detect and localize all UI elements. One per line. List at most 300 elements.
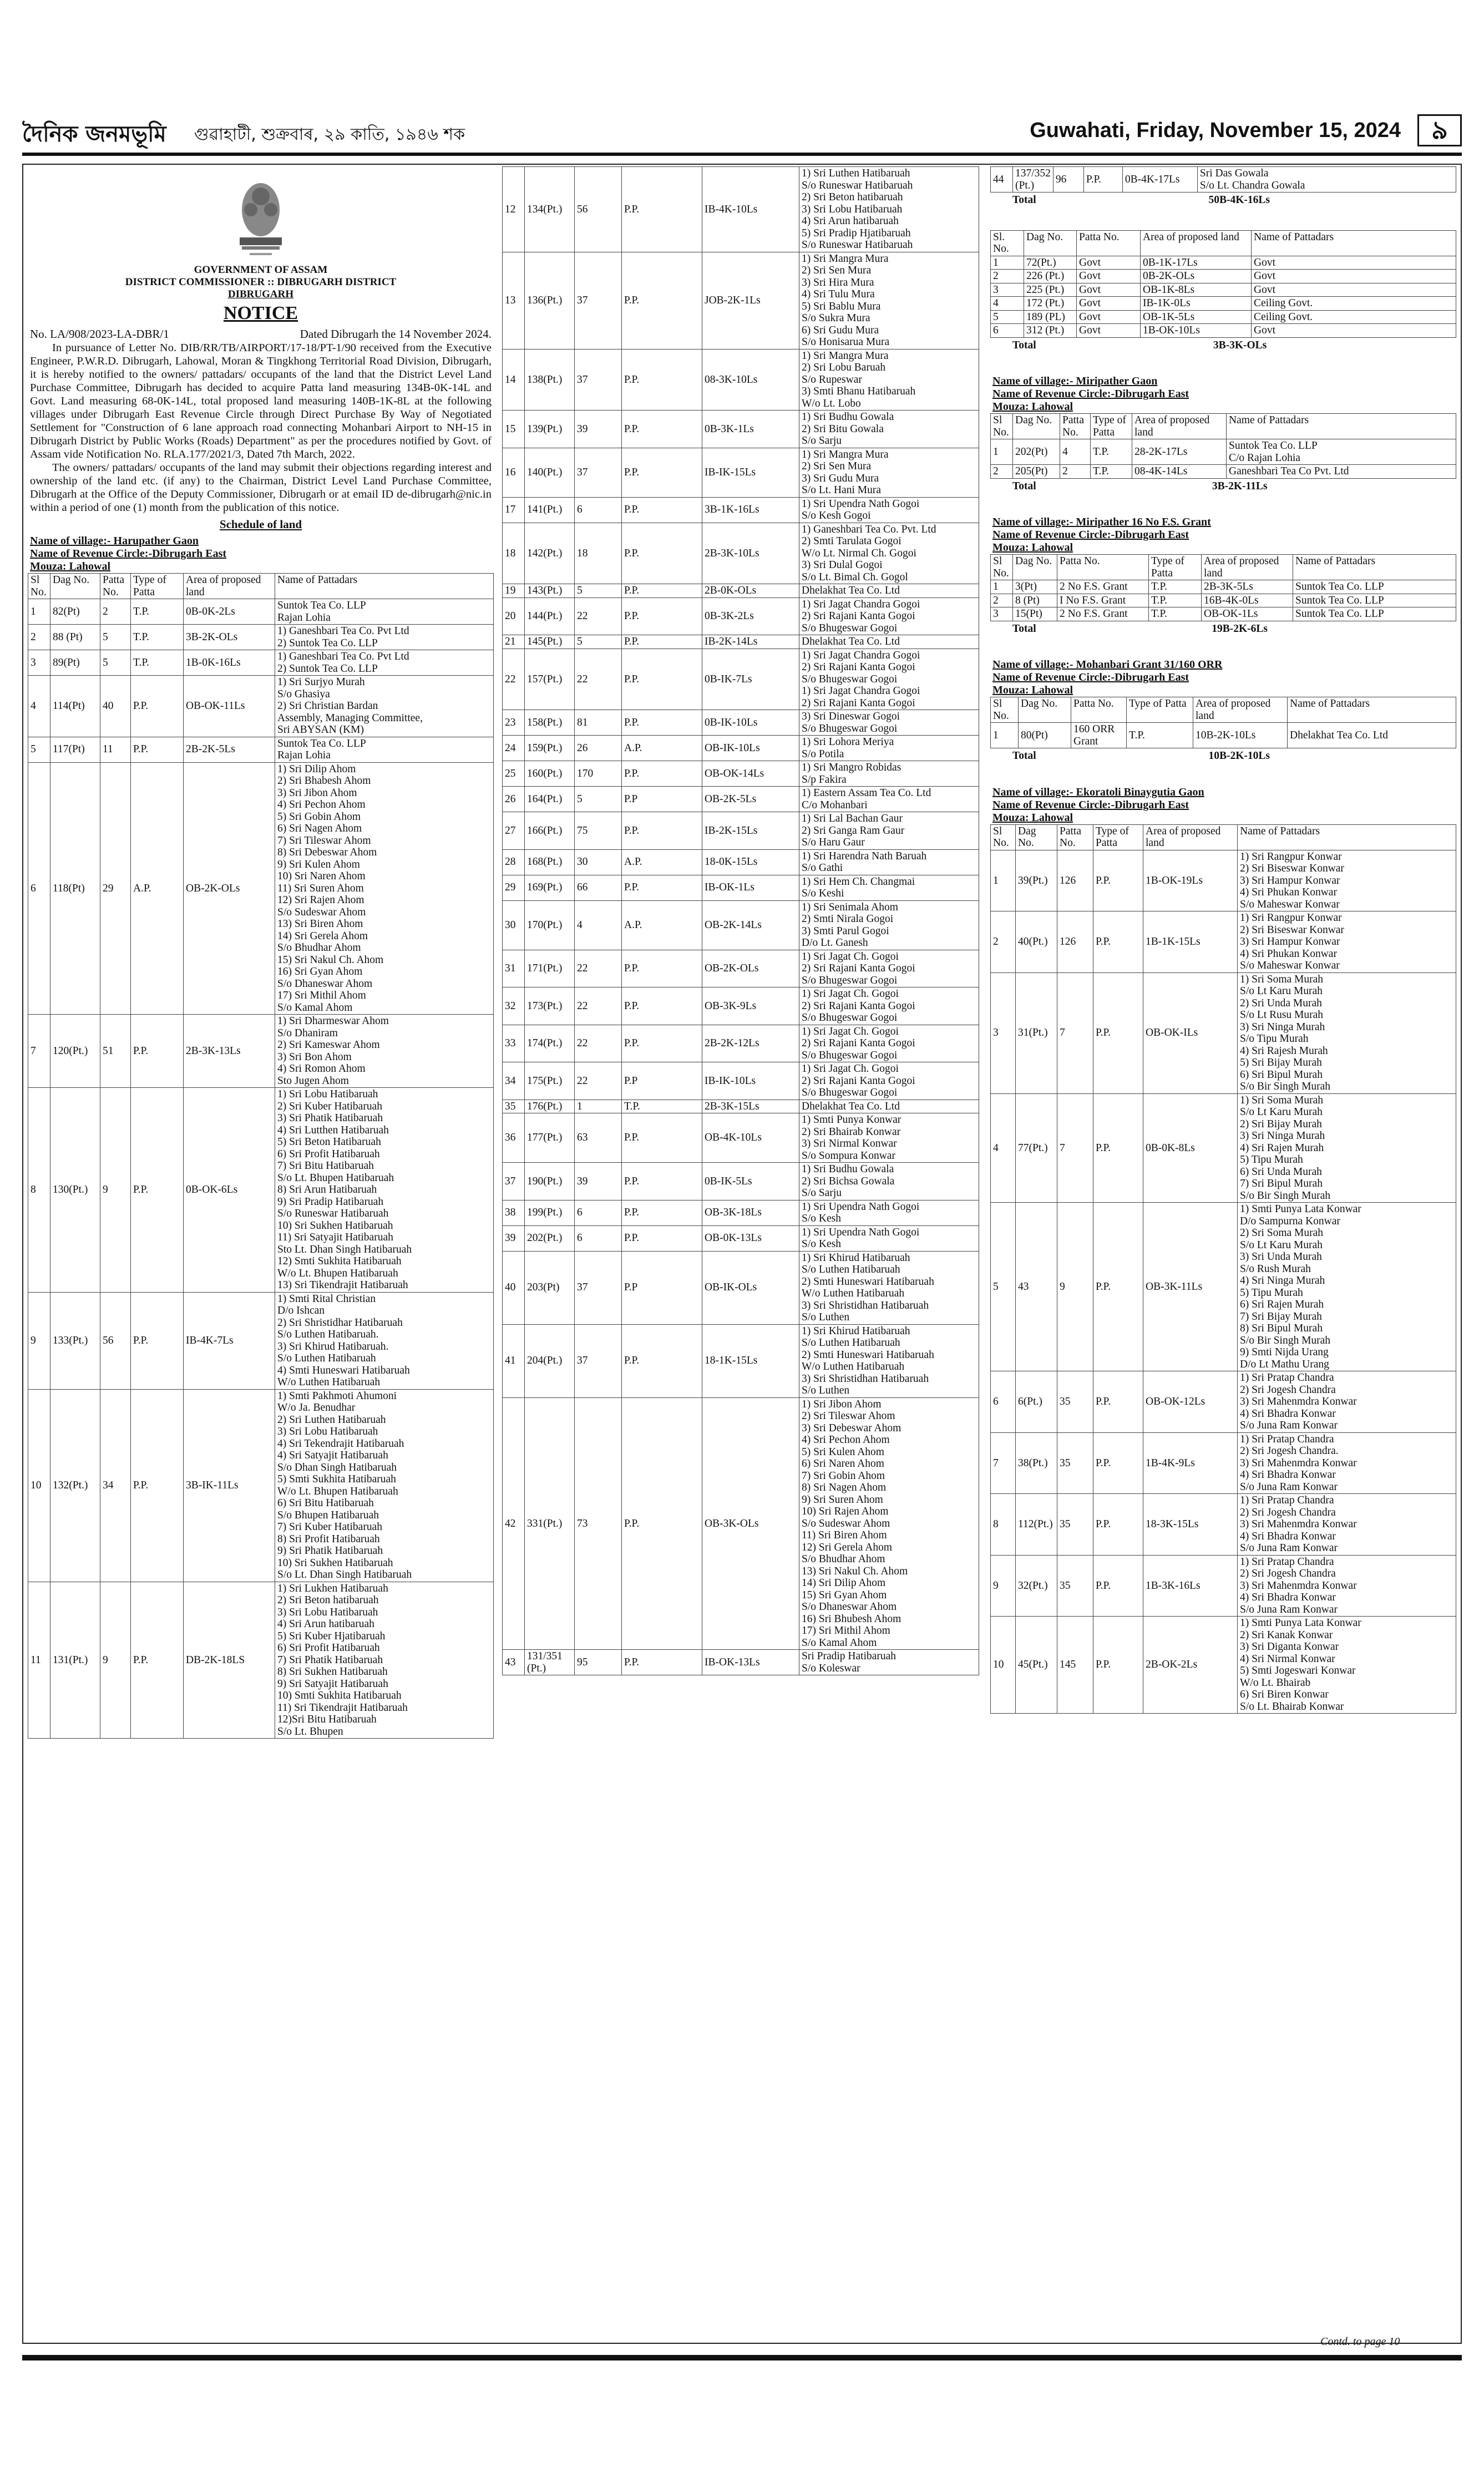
revenue-circle: Name of Revenue Circle:-Dibrugarh East [992,529,1189,541]
table-cell: P.P. [1093,1432,1143,1494]
table-cell: 18 [503,523,525,584]
table-cell: 3 [991,283,1024,297]
header-sl: Sl No. [991,824,1016,850]
table-cell: 32(Pt.) [1016,1555,1057,1617]
header-names: Name of Pattadars [1293,555,1456,580]
table-row [991,465,1456,479]
table-cell: 1) Sri Soma Murah S/o Lt Karu Murah 2) Sri Unda Murah S/o Lt Rusu Murah 3) Sri Ninga Murah S/o Tipu Murah 4) Sri Rajesh Murah 5) Sri Bijay Murah 6) Sri Bipul Murah S/o Bir Singh Murah [1238,972,1456,1093]
total-value: 3B-3K-OLs [1213,339,1267,351]
table-cell: 35 [1057,1555,1093,1617]
table-row [503,167,979,252]
table-row [28,676,494,737]
header-patta-no: Patta No. [1077,230,1141,256]
table-row [991,310,1456,324]
table-cell: 17 [503,497,525,523]
table-cell: 30 [575,849,622,875]
table-cell: 9 [28,1292,50,1389]
table-row [28,762,494,1015]
table-cell: 1) Smti Punya Lata Konwar 2) Sri Kanak Konwar 3) Sri Diganta Konwar 4) Sri Nirmal Konwar 5) Smti Jogeswari Konwar W/o Lt. Bhairab 6) Sri Biren Konwar S/o Lt. Bhairab Konwar [1238,1617,1456,1714]
header-type: Type of Patta [131,574,184,599]
table-cell: 6(Pt.) [1016,1371,1057,1433]
table-row [503,649,979,710]
table-cell: 2 No F.S. Grant [1057,580,1149,594]
table-cell: P.P. [1083,167,1122,193]
table-row [991,1494,1456,1556]
table-cell: P.P. [622,635,702,649]
table-cell: 1) Sri Pratap Chandra 2) Sri Jogesh Chandra 3) Sri Mahenmdra Konwar 4) Sri Bhadra Konwar S/o Juna Ram Konwar [1238,1555,1456,1617]
table-cell: 37 [575,448,622,497]
header-area: Area of proposed land [1202,555,1293,580]
continued-note: Contd. to page 10 [1320,2336,1400,2348]
table-cell: 18-0K-15Ls [702,849,799,875]
table-cell: T.P. [1127,723,1193,748]
schedule-heading: Schedule of land [219,518,302,531]
table-cell: 5 [28,737,50,762]
table-cell: 1) Ganeshbari Tea Co. Pvt. Ltd 2) Smti Tarulata Gogoi W/o Lt. Nirmal Ch. Gogoi 3) Sri Dulal Gogoi S/o Lt. Bimal Ch. Gogol [799,523,979,584]
table-cell: 31(Pt.) [1016,972,1057,1093]
table-cell: OB-3K-OLs [702,1397,799,1650]
table-cell: P.P. [622,349,702,411]
table-row [503,987,979,1025]
header-area: Area of proposed land [184,574,275,599]
header-names: Name of Pattadars [1252,230,1456,256]
village-name: Name of village:- Miripather 16 No F.S. Grant [992,516,1211,528]
table-cell: Sri Das Gowala S/o Lt. Chandra Gowala [1197,167,1456,193]
table-cell: 6 [991,1371,1016,1433]
table-cell: IB-OK-13Ls [702,1650,799,1675]
land-table-continued [502,166,979,1675]
table-cell: 203(Pt) [525,1251,575,1324]
table-cell: 1 [991,256,1024,270]
table-cell: P.P. [622,950,702,987]
notice-date: Dated Dibrugarh the 14 November 2024. [300,327,492,341]
table-cell: 160(Pt.) [525,761,575,787]
table-cell: 131/351 (Pt.) [525,1650,575,1675]
table-cell: 0B-IK-10Ls [702,710,799,736]
table-cell: 2B-3K-5Ls [1202,580,1293,594]
table-cell: 28-2K-17Ls [1132,439,1227,465]
table-cell: IB-2K-14Ls [702,635,799,649]
top-rule [22,153,1462,156]
table-cell: 9 [1057,1203,1093,1371]
table-cell: 171(Pt.) [525,950,575,987]
header-dag: Dag No. [1019,697,1071,723]
table-cell: 144(Pt.) [525,597,575,635]
table-cell: T.P. [1149,607,1202,621]
reference-line [28,327,494,341]
village-name: Name of village:- Mohanbari Grant 31/160 ORR [992,658,1223,671]
table-row [503,1225,979,1251]
header-dag: Dag No. [1024,230,1077,256]
table-cell: A.P. [622,849,702,875]
page-number: ৯ [1417,114,1462,146]
bottom-rule [22,2355,1462,2360]
revenue-circle: Name of Revenue Circle:-Dibrugarh East [30,548,227,560]
table-cell: 226 (Pt.) [1024,270,1077,283]
header-names: Name of Pattadars [1227,414,1456,439]
govt-land-table [990,230,1456,338]
table-row [503,900,979,950]
mouza: Mouza: Lahowal [992,401,1073,413]
table-header [991,697,1456,723]
newspaper-logo: দৈনিক জনমভূমি [22,121,166,147]
table-cell: IB-4K-7Ls [184,1292,275,1389]
table-cell: 18-1K-15Ls [702,1324,799,1397]
table-cell: 172 (Pt.) [1024,297,1077,311]
table-cell: 5 [100,625,131,650]
table-row [503,635,979,649]
table-cell: 3 [28,650,50,676]
table-row [28,1292,494,1389]
table-cell: 29 [503,875,525,900]
table-cell: 1) Sri Hem Ch. Changmai S/o Keshi [799,875,979,900]
table-cell: 205(Pt) [1013,465,1060,479]
table-cell: 34 [503,1062,525,1100]
total-value: 19B-2K-6Ls [1212,622,1268,635]
revenue-circle: Name of Revenue Circle:-Dibrugarh East [992,798,1189,811]
table-cell: 1) Sri Jibon Ahom 2) Sri Tileswar Ahom 3) Sri Debeswar Ahom 4) Sri Pechon Ahom 5) Sri Kulen Ahom 6) Sri Naren Ahom 7) Sri Gobin Ahom 8) Sri Nagen Ahom 9) Sri Suren Ahom 10) Sri Rajen Ahom S/o Sudeswar Ahom 11) Sri Biren Ahom 12) Sri Gerela Ahom S/o Bhudhar Ahom 13) Sri Nakul Ch. Ahom 14) Sri Dilip Ahom 15) Sri Gyan Ahom S/o Dhaneswar Ahom 16) Sri Bhubesh Ahom 17) Sri Mithil Ahom S/o Kamal Ahom [799,1397,979,1650]
table-cell: 8 [991,1494,1016,1556]
table-cell: T.P. [131,650,184,676]
table-cell: T.P. [1149,580,1202,594]
table-cell: 133(Pt.) [50,1292,100,1389]
table-cell: 38(Pt.) [1016,1432,1057,1494]
table-cell: 80(Pt) [1019,723,1071,748]
table-cell: P.P. [131,1292,184,1389]
table-cell: 2B-3K-15Ls [702,1100,799,1113]
total-label: Total [1012,622,1036,635]
table-cell: 5 [575,635,622,649]
table-cell: 25 [503,761,525,787]
table-cell: 4 [28,676,50,737]
table-cell: Dhelakhat Tea Co. Ltd [799,635,979,649]
land-table [28,573,494,1739]
table-cell: 138(Pt.) [525,349,575,411]
table-cell: 5 [991,1203,1016,1371]
table-cell: 2 No F.S. Grant [1057,607,1149,621]
table-cell: 132(Pt.) [50,1389,100,1582]
table-cell: 1) Sri Khirud Hatibaruah S/o Luthen Hatibaruah 2) Smti Huneswari Hatibaruah W/o Luthen Hatibaruah 3) Sri Shristidhan Hatibaruah S/o Luthen [799,1251,979,1324]
table-cell: 175(Pt.) [525,1062,575,1100]
table-cell: 0B-1K-17Ls [1141,256,1252,270]
table-row [991,972,1456,1093]
table-row [991,1432,1456,1494]
table-cell: 21 [503,635,525,649]
table-cell: 4 [575,900,622,950]
table-cell: A.P. [131,762,184,1015]
table-cell: 2 [991,594,1013,607]
village-name: Name of village:- Harupather Gaon [30,535,199,547]
table-cell: 142(Pt.) [525,523,575,584]
table-cell: Dhelakhat Tea Co. Ltd [799,1100,979,1113]
table-cell: P.P [622,1062,702,1100]
table-cell: 11 [28,1582,50,1739]
table-cell: Ceiling Govt. [1252,310,1456,324]
header-area: Area of proposed land [1193,697,1288,723]
header-names: Name of Pattadars [1238,824,1456,850]
table-cell: OB-3K-11Ls [1143,1203,1238,1371]
table-cell: 2B-3K-10Ls [702,523,799,584]
table-cell: 225 (Pt.) [1024,283,1077,297]
header-sl: Sl No. [991,697,1019,723]
table-cell: 18-3K-15Ls [1143,1494,1238,1556]
table-cell: OB-2K-OLs [702,950,799,987]
land-table-continued-2 [990,166,1456,193]
table-cell: 2 [1060,465,1091,479]
table-cell: 43 [503,1650,525,1675]
table-row [503,523,979,584]
table-row [503,411,979,448]
header-type: Type of Patta [1149,555,1202,580]
table-cell: 136(Pt.) [525,252,575,349]
table-cell: 5 [100,650,131,676]
table-cell: 157(Pt.) [525,649,575,710]
table-cell: 33 [503,1025,525,1062]
table-cell: 22 [575,987,622,1025]
table-cell: 56 [100,1292,131,1389]
table-cell: I No F.S. Grant [1057,594,1149,607]
table-cell: 0B-4K-17Ls [1122,167,1197,193]
table-cell: 117(Pt) [50,737,100,762]
table-cell: OB-0K-13Ls [702,1225,799,1251]
table-cell: 2 [991,465,1013,479]
table-cell: T.P. [1091,439,1132,465]
table-cell: 5 [575,584,622,598]
table-cell: 40 [100,676,131,737]
header-sl: Sl. No. [991,230,1024,256]
table-cell: P.P. [131,676,184,737]
table-row [991,607,1456,621]
table-cell: 1) Smti Pakhmoti Ahumoni W/o Ja. Benudhar 2) Sri Luthen Hatibaruah 3) Sri Lobu Hatibaruah 4) Sri Tekendrajit Hatibaruah 4) Sri Satyajit Hatibaruah S/o Dhan Singh Hatibaruah 5) Smti Sukhita Hatibaruah W/o Lt. Bhupen Hatibaruah 6) Sri Bitu Hatibaruah S/o Bhupen Hatibaruah 7) Sri Kuber Hatibaruah 8) Sri Profit Hatibaruah 9) Sri Phatik Hatibaruah 10) Sri Sukhen Hatibaruah S/o Lt. Dhan Singh Hatibaruah [275,1389,494,1582]
table-cell: 96 [1053,167,1083,193]
table-cell: 35 [1057,1371,1093,1433]
table-cell: 3(Pt) [1013,580,1057,594]
notice-paragraph-1: In pursuance of Letter No. DIB/RR/TB/AIRPORT/17-18/PT-1/90 received from the Executive Engineer, P.W.R.D. Dibrugarh, Lahowal, Moran & Tingkhong Territorial Road Division, Dibrugarh, it is hereby notified to the owners/ pattadars/ occupants of the land that the District Level Land Purchase Committee, Dibrugarh has decided to acquire Patta land measuring 134B-0K-14L and Govt. Land measuring 68-0K-14L, total proposed land measuring 140B-1K-8L at the following villages under Dibrugarh East Revenue Circle through Direct Purchase By Way of Negotiated Settlement for "Construction of 6 lane approach road connecting Mohanbari Airport to NH-15 in Dibrugarh District by Public Works (Roads) Department" as per the procedures notified by Govt. of Assam vide Notification No. RLA.177/2021/3, Dated 7th March, 2022. [30,342,492,460]
header-type: Type of Patta [1091,414,1132,439]
table-cell: 15(Pt) [1013,607,1057,621]
table-cell: 37 [575,1251,622,1324]
table-row [991,1093,1456,1203]
table-cell: 28 [503,849,525,875]
table-cell: P.P [622,787,702,812]
table-cell: 14 [503,349,525,411]
table-cell: 189 (PL) [1024,310,1077,324]
mouza: Mouza: Lahowal [992,811,1073,824]
table-cell: 81 [575,710,622,736]
table-cell: Govt [1077,310,1141,324]
table-cell: 5 [575,787,622,812]
table-cell: 23 [503,710,525,736]
table-row [503,448,979,497]
table-cell: 1) Sri Senimala Ahom 2) Smti Nirala Gogoi 3) Smti Parul Gogoi D/o Lt. Ganesh [799,900,979,950]
table-cell: P.P. [622,584,702,598]
header-dag: Dag No. [1013,414,1060,439]
table-row [503,252,979,349]
table-cell: 1B-1K-15Ls [1143,911,1238,973]
table-cell: 0B-OK-6Ls [184,1088,275,1293]
table-cell: 39(Pt.) [1016,850,1057,911]
table-cell: 1) Sri Jagat Chandra Gogoi 2) Sri Rajani Kanta Gogoi S/o Bhugeswar Gogoi 1) Sri Jagat Chandra Gogoi 2) Sri Rajani Kanta Gogoi [799,649,979,710]
column-2 [502,166,979,1675]
table-cell: 202(Pt.) [525,1225,575,1251]
table-cell: T.P. [131,625,184,650]
table-cell: 12 [503,167,525,252]
table-cell: 3B-1K-16Ls [702,497,799,523]
table-cell: OB-IK-10Ls [702,736,799,761]
table-header [991,414,1456,439]
table-cell: 2B-3K-13Ls [184,1015,275,1088]
total-row [990,479,1456,494]
table-cell: 1) Smti Punya Konwar 2) Sri Bhairab Konwar 3) Sri Nirmal Konwar S/o Sompura Konwar [799,1113,979,1163]
total-row [990,338,1456,353]
table-cell: Ceiling Govt. [1252,297,1456,311]
table-row [991,911,1456,973]
table-cell: DB-2K-18LS [184,1582,275,1739]
table-cell: 22 [575,1062,622,1100]
table-cell: 1) Sri Rangpur Konwar 2) Sri Biseswar Konwar 3) Sri Hampur Konwar 4) Sri Phukan Konwar S/o Maheswar Konwar [1238,850,1456,911]
table-cell: Ganeshbari Tea Co Pvt. Ltd [1227,465,1456,479]
table-cell: 1) Sri Budhu Gowala 2) Sri Bichsa Gowala S/o Sarju [799,1163,979,1200]
table-cell: 1) Sri Harendra Nath Baruah S/o Gathi [799,849,979,875]
total-row [990,193,1456,208]
table-cell: 112(Pt.) [1016,1494,1057,1556]
table-row [503,1200,979,1225]
table-row [503,1163,979,1200]
table-cell: 35 [1057,1494,1093,1556]
total-row [990,621,1456,637]
table-cell: P.P. [131,737,184,762]
table-cell: 1 [991,723,1019,748]
table-cell: OB-3K-18Ls [702,1200,799,1225]
table-cell: A.P. [622,736,702,761]
table-cell: 140(Pt.) [525,448,575,497]
table-cell: 1 [991,439,1013,465]
reference-number: No. LA/908/2023-LA-DBR/1 [30,327,169,341]
table-row [28,650,494,676]
table-cell: 139(Pt.) [525,411,575,448]
table-cell: 1) Sri Upendra Nath Gogoi S/o Kesh [799,1200,979,1225]
header-patta-no: Patta No. [1057,824,1093,850]
table-cell: 7 [1057,1093,1093,1203]
table-cell: P.P. [1093,1617,1143,1714]
table-cell: 9 [991,1555,1016,1617]
table-cell: 114(Pt) [50,676,100,737]
table-header [991,230,1456,256]
table-cell: 1) Sri Mangro Robidas S/p Fakira [799,761,979,787]
table-cell: 0B-2K-OLs [1141,270,1252,283]
table-cell: OB-1K-8Ls [1141,283,1252,297]
table-cell: P.P. [622,1113,702,1163]
table-cell: 0B-3K-2Ls [702,597,799,635]
table-cell: 1) Sri Lukhen Hatibaruah 2) Sri Beton hatibaruah 3) Sri Lobu Hatibaruah 4) Sri Arun hatibaruah 5) Sri Kuber Hjatibaruah 6) Sri Profit Hatibaruah 7) Sri Phatik Hatibaruah 8) Sri Sukhen Hatibaruah 9) Sri Satyajit Hatibaruah 10) Smti Sukhita Hatibaruah 11) Sri Tikendrajit Hatibaruah 12)Sri Bitu Hatibaruah S/o Lt. Bhupen [275,1582,494,1739]
table-row [503,812,979,850]
table-cell: OB-IK-OLs [702,1251,799,1324]
table-cell: Govt [1077,297,1141,311]
header-sl: Sl No. [991,414,1013,439]
table-row [991,723,1456,748]
table-cell: 26 [503,787,525,812]
table-cell: 82(Pt) [50,599,100,625]
table-cell: 39 [503,1225,525,1251]
header-type: Type of Patta [1093,824,1143,850]
total-row [990,748,1456,764]
table-cell: 9 [100,1582,131,1739]
table-cell: P.P. [622,252,702,349]
table-row [28,1015,494,1088]
table-cell: 36 [503,1113,525,1163]
table-cell: 24 [503,736,525,761]
table-cell: 1) Sri Jagat Ch. Gogoi 2) Sri Rajani Kanta Gogoi S/o Bhugeswar Gogoi [799,987,979,1025]
land-table [990,824,1456,1714]
table-cell: Govt [1077,283,1141,297]
table-cell: P.P. [622,167,702,252]
table-cell: 39 [575,411,622,448]
notice-paragraph-2: The owners/ pattadars/ occupants of the land may submit their objections regarding interest and ownership of the land etc. (if any) to the Chairman, District Level Land Purchase Committee, Dibrugarh at the Office of the Deputy Commissioner, Dibrugarh or at email ID de-dibrugarh@nic.in within a period of one (1) month from the publication of this notice. [30,462,492,514]
table-cell: 166(Pt.) [525,812,575,850]
total-value: 50B-4K-16Ls [1208,194,1270,206]
table-cell: 3 [991,607,1013,621]
table-row [503,1025,979,1062]
table-cell: Govt [1077,270,1141,283]
table-cell: 2B-0K-OLs [702,584,799,598]
table-cell: 170 [575,761,622,787]
table-cell: P.P. [131,1389,184,1582]
table-row [28,737,494,762]
table-row [503,1650,979,1675]
table-cell: 88 (Pt) [50,625,100,650]
table-cell: 44 [991,167,1013,193]
table-cell: OB-OK-1Ls [1202,607,1293,621]
table-cell: 1) Sri Upendra Nath Gogoi S/o Kesh Gogoi [799,497,979,523]
table-cell: 22 [575,597,622,635]
total-label: Total [1012,339,1036,351]
table-cell: 1) Sri Dilip Ahom 2) Sri Bhabesh Ahom 3) Sri Jibon Ahom 4) Sri Pechon Ahom 5) Sri Gobin Ahom 6) Sri Nagen Ahom 7) Sri Tileswar Ahom 8) Sri Debeswar Ahom 9) Sri Kulen Ahom 10) Sri Naren Ahom 11) Sri Suren Ahom 12) Sri Rajen Ahom S/o Sudeswar Ahom 13) Sri Biren Ahom 14) Sri Gerela Ahom S/o Bhudhar Ahom 15) Sri Nakul Ch. Ahom 16) Sri Gyan Ahom S/o Dhaneswar Ahom 17) Sri Mithil Ahom S/o Kamal Ahom [275,762,494,1015]
header-dag: Dag No. [1016,824,1057,850]
table-cell: IB-2K-15Ls [702,812,799,850]
table-cell: 38 [503,1200,525,1225]
table-cell: 190(Pt.) [525,1163,575,1200]
table-row [991,256,1456,270]
table-cell: 2 [100,599,131,625]
table-cell: IB-1K-0Ls [1141,297,1252,311]
table-cell: 0B-IK-5Ls [702,1163,799,1200]
table-cell: 19 [503,584,525,598]
table-cell: OB-OK-11Ls [184,676,275,737]
table-cell: 1) Sri Lobu Hatibaruah 2) Sri Kuber Hatibaruah 3) Sri Phatik Hatibaruah 4) Sri Lutthen Hatibaruah 5) Sri Beton Hatibaruah 6) Sri Profit Hatibaruah 7) Sri Bitu Hatibaruah S/o Lt. Bhupen Hatibaruah 8) Sri Arun Hatibaruah 9) Sri Pradip Hatibaruah S/o Runeswar Hatibaruah 10) Sri Sukhen Hatibaruah 11) Sri Satyajit Hatibaruah Sto Lt. Dhan Singh Hatibaruah 12) Smti Sukhita Hatibaruah W/o Lt. Bhupen Hatibaruah 13) Sri Tikendrajit Hatibaruah [275,1088,494,1293]
table-cell: P.P. [622,1650,702,1675]
state-emblem-icon [227,176,294,260]
total-value: 3B-2K-11Ls [1212,480,1268,492]
table-cell: P.P. [622,649,702,710]
table-cell: 1) Sri Rangpur Konwar 2) Sri Biseswar Konwar 3) Sri Hampur Konwar 4) Sri Phukan Konwar S/o Maheswar Konwar [1238,911,1456,973]
mouza: Mouza: Lahowal [30,560,110,573]
table-cell: 2 [991,270,1024,283]
table-cell: 6 [575,497,622,523]
table-row [503,1397,979,1650]
table-cell: 312 (Pt.) [1024,324,1077,338]
table-cell: 3) Sri Dineswar Gogoi S/o Bhugeswar Gogoi [799,710,979,736]
header-sl: Sl No. [28,574,50,599]
table-cell: 73 [575,1397,622,1650]
header-area: Area of proposed land [1132,414,1227,439]
table-cell: 1) Sri Dharmeswar Ahom S/o Dhaniram 2) Sri Kameswar Ahom 3) Sri Bon Ahom 4) Sri Romon Ahom Sto Jugen Ahom [275,1015,494,1088]
table-cell: Dhelakhat Tea Co. Ltd [799,584,979,598]
total-label: Total [1012,480,1036,492]
table-cell: 30 [503,900,525,950]
table-cell: 22 [503,649,525,710]
total-value: 10B-2K-10Ls [1208,750,1270,762]
table-cell: 159(Pt.) [525,736,575,761]
